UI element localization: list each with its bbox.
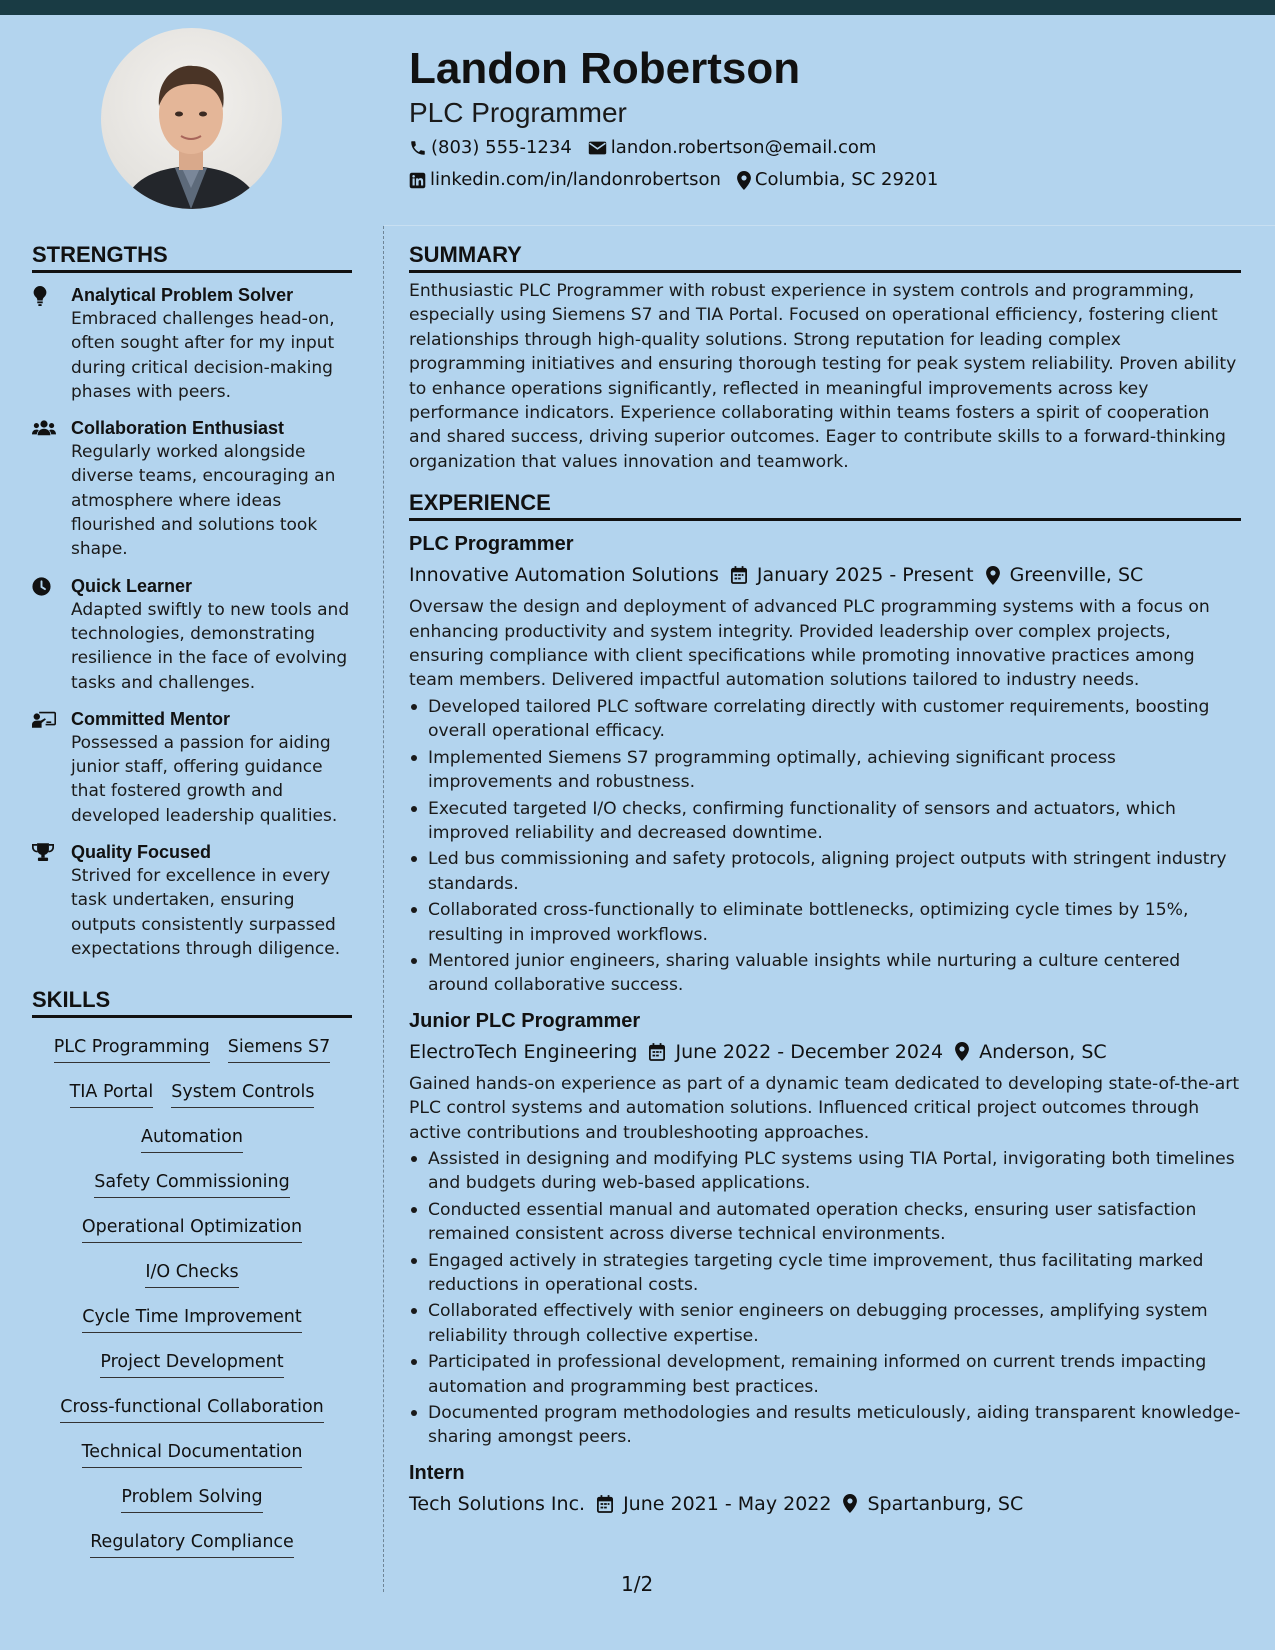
skills-list: [32, 1026, 352, 1566]
bullet-item: Mentored junior engineers, sharing valuable insights while nurturing a culture centered around collaborative success.: [409, 949, 1241, 998]
strength-item: [32, 574, 352, 695]
bullet-item: Implemented Siemens S7 programming optimally, achieving significant process improvements and robustness.: [409, 746, 1241, 795]
job-location: Greenville, SC: [1009, 564, 1144, 587]
strength-description: Adapted swiftly to new tools and technologies, demonstrating resilience in the face of evolving tasks and challenges.: [71, 599, 350, 693]
skill-tag: System Controls: [171, 1079, 314, 1108]
strength-description: Possessed a passion for aiding junior staff, offering guidance that fostered growth and developed leadership qualities.: [71, 732, 338, 826]
job-entry: [409, 1006, 1241, 1450]
job-company: ElectroTech Engineering: [409, 1040, 638, 1063]
strength-title: Quality Focused: [71, 842, 212, 863]
location-text: Columbia, SC 29201: [754, 169, 939, 190]
skills-heading: SKILLS: [32, 985, 352, 1018]
map-marker-icon: [986, 566, 1000, 585]
bullet-item: Conducted essential manual and automated operation checks, ensuring user satisfaction remained consistent across diverse technical environments.: [409, 1198, 1241, 1247]
job-bullets: [409, 1147, 1241, 1450]
phone-text: (803) 555-1234: [431, 137, 572, 158]
strength-description: Regularly worked alongside diverse teams, encouraging an atmosphere where ideas flourished and solutions took shape.: [71, 442, 336, 560]
job-location: Spartanburg, SC: [867, 1492, 1024, 1515]
skill-tag: Technical Documentation: [82, 1439, 303, 1468]
envelope-icon: [588, 140, 607, 156]
profile-photo-illustration: [101, 28, 282, 209]
experience-heading: EXPERIENCE: [409, 488, 1241, 521]
strength-title: Collaboration Enthusiast: [71, 418, 285, 439]
header: [409, 40, 1229, 196]
page-number: 1/2: [621, 1572, 654, 1596]
trophy-icon: [32, 843, 54, 862]
clock-icon: [32, 577, 51, 596]
bullet-item: Collaborated cross-functionally to eliminate bottlenecks, optimizing cycle times by 15%, resulting in improved workflows.: [409, 898, 1241, 947]
email-contact[interactable]: [588, 132, 877, 164]
calendar-icon: [649, 1043, 665, 1061]
users-icon: [32, 419, 56, 437]
skill-tag: Problem Solving: [121, 1484, 262, 1513]
right-column: [409, 240, 1241, 1524]
skill-tag: Cross-functional Collaboration: [60, 1394, 324, 1423]
map-marker-icon: [843, 1494, 857, 1513]
job-bullets: [409, 695, 1241, 998]
strength-item: [32, 707, 352, 828]
job-description: Oversaw the design and deployment of advanced PLC programming systems with a focus on enhancing productivity and system integrity. Provided leadership over complex projects, ensuring compliance with client specifications while promoting innovative practices among team members. Delivered impactful automation solutions tailored to industry needs.: [409, 597, 1210, 691]
skill-tag: Cycle Time Improvement: [82, 1304, 302, 1333]
skill-tag: Project Development: [100, 1349, 283, 1378]
strength-item: [32, 840, 352, 961]
calendar-icon: [731, 566, 747, 584]
chalkboard-teacher-icon: [32, 710, 56, 728]
bullet-item: Engaged actively in strategies targeting cycle time improvement, thus facilitating marked reductions in operational costs.: [409, 1249, 1241, 1298]
job-company: Tech Solutions Inc.: [409, 1492, 586, 1515]
email-text[interactable]: landon.robertson@email.com: [610, 137, 877, 158]
bullet-item: Led bus commissioning and safety protocols, aligning project outputs with stringent industry standards.: [409, 847, 1241, 896]
calendar-icon: [597, 1495, 613, 1513]
strength-title: Analytical Problem Solver: [71, 285, 294, 305]
skill-tag: TIA Portal: [70, 1079, 154, 1108]
bullet-item: Collaborated effectively with senior engineers on debugging processes, amplifying system reliability through collective expertise.: [409, 1299, 1241, 1348]
bullet-item: Participated in professional development, remaining informed on current trends impacting automation and programming best practices.: [409, 1350, 1241, 1399]
skill-tag: PLC Programming: [54, 1034, 210, 1063]
phone-icon: [409, 139, 427, 157]
strength-description: Strived for excellence in every task undertaken, ensuring outputs consistently surpassed expectations through diligence.: [71, 866, 341, 959]
job-entry: [409, 1458, 1241, 1520]
job-company: Innovative Automation Solutions: [409, 564, 719, 587]
skill-tag: I/O Checks: [145, 1259, 238, 1288]
strength-item: [32, 283, 352, 404]
job-dates: June 2022 - December 2024: [675, 1040, 944, 1063]
linkedin-text[interactable]: linkedin.com/in/landonrobertson: [430, 169, 721, 190]
column-divider: [383, 226, 384, 1592]
summary-heading: SUMMARY: [409, 240, 1241, 273]
skill-tag: Automation: [141, 1124, 243, 1153]
summary-text: Enthusiastic PLC Programmer with robust experience in system controls and programming, especially using Siemens S7 and TIA Portal. Focused on operational efficiency, fostering client relationships through high-quality solutions. Strong reputation for leading complex programming initiatives and ensuring thorough testing for peak system reliability. Proven ability to enhance operations significantly, reflected in meaningful improvements across key performance indicators. Experience collaborating within teams fosters a spirit of cooperation and shared success, driving superior outcomes. Eager to contribute skills to a forward-thinking organization that values innovation and teamwork.: [409, 281, 1237, 472]
strength-title: Quick Learner: [71, 575, 193, 596]
job-title: Junior PLC Programmer: [409, 1009, 641, 1032]
job-dates: June 2021 - May 2022: [623, 1492, 832, 1515]
strength-description: Embraced challenges head-on, often sought after for my input during critical decision-making phases with peers.: [71, 309, 335, 402]
job-title: Intern: [409, 1461, 465, 1484]
strength-title: Committed Mentor: [71, 708, 230, 729]
strengths-heading: STRENGTHS: [32, 240, 352, 273]
header-divider: [384, 225, 1275, 226]
linkedin-contact[interactable]: [409, 164, 721, 196]
skill-tag: Operational Optimization: [82, 1214, 302, 1243]
bullet-item: Executed targeted I/O checks, confirming functionality of sensors and actuators, which improved reliability and decreased downtime.: [409, 797, 1241, 846]
job-location: Anderson, SC: [979, 1040, 1107, 1063]
bullet-item: Documented program methodologies and results meticulously, aiding transparent knowledge-sharing amongst peers.: [409, 1401, 1241, 1450]
top-bar: [0, 0, 1275, 15]
job-dates: January 2025 - Present: [756, 564, 974, 587]
job-entry: [409, 529, 1241, 998]
location-contact: [737, 164, 938, 196]
strength-item: [32, 416, 352, 561]
candidate-name: Landon Robertson: [409, 44, 801, 93]
skill-tag: Siemens S7: [228, 1034, 331, 1063]
candidate-title: PLC Programmer: [409, 97, 627, 128]
profile-photo: [101, 28, 282, 209]
phone-contact: [409, 132, 572, 164]
job-title: PLC Programmer: [409, 533, 574, 556]
map-marker-icon: [955, 1042, 969, 1061]
bullet-item: Assisted in designing and modifying PLC systems using TIA Portal, invigorating both timelines and budgets during web-based applications.: [409, 1147, 1241, 1196]
left-column: [32, 240, 352, 1566]
skill-tag: Safety Commissioning: [94, 1169, 289, 1198]
map-marker-icon: [737, 171, 751, 190]
strengths-list: [32, 283, 352, 961]
lightbulb-icon: [32, 286, 48, 306]
bullet-item: Developed tailored PLC software correlating directly with customer requirements, boosting overall operational efficacy.: [409, 695, 1241, 744]
job-description: Gained hands-on experience as part of a dynamic team dedicated to developing state-of-the-art PLC control systems and automation solutions. Influenced critical project outcomes through active contributions and troubleshooting approaches.: [409, 1073, 1240, 1143]
linkedin-icon: [409, 172, 426, 189]
skill-tag: Regulatory Compliance: [90, 1529, 294, 1558]
